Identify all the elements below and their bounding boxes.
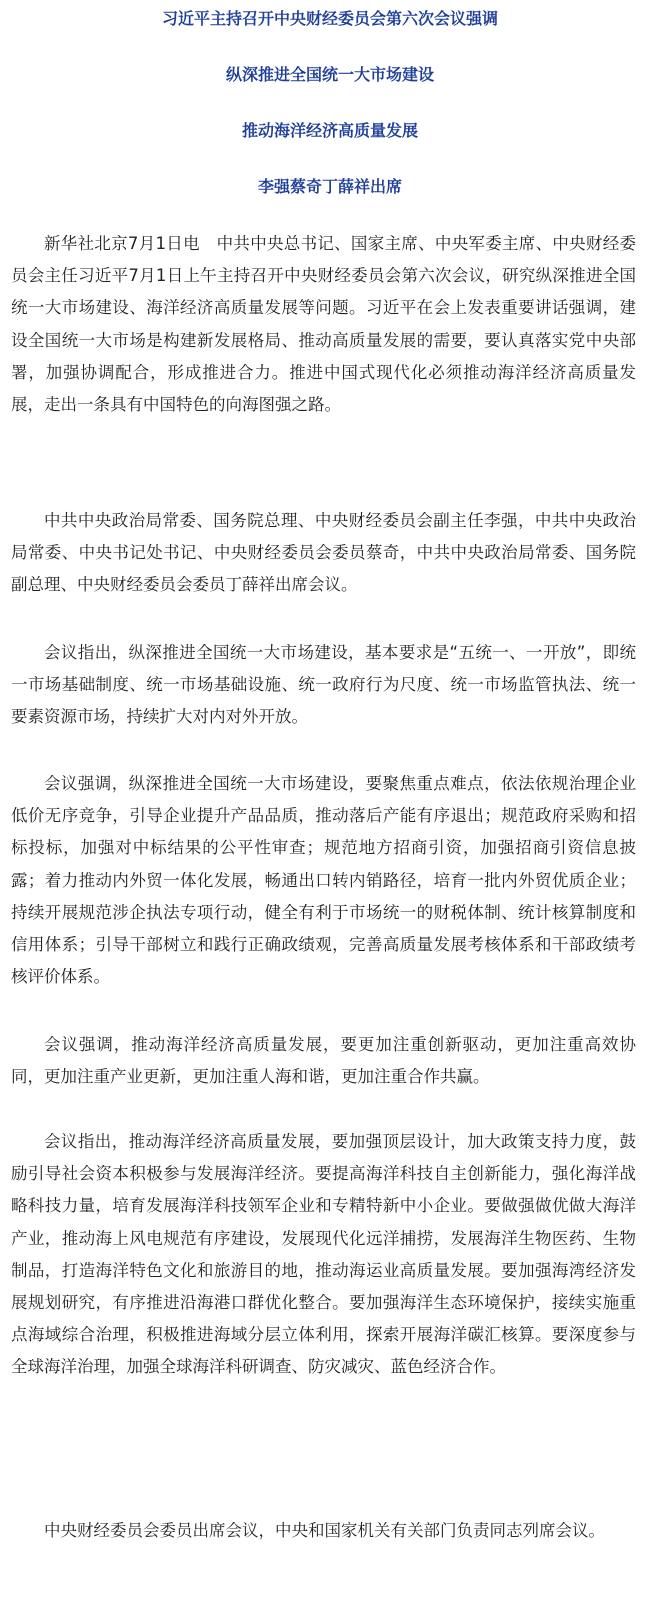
headline-attendees: 李强蔡奇丁薛祥出席	[257, 177, 402, 196]
article-paragraph-closing: 中央财经委员会委员出席会议，中央和国家机关有关部门负责同志列席会议。	[44, 1521, 605, 1540]
headline-sub-2: 推动海洋经济高质量发展	[241, 121, 418, 140]
article-paragraph-marine-measures: 会议指出，推动海洋经济高质量发展，要加强顶层设计，加大政策支持力度，鼓励引导社会资本积极参与发展海洋经济。要提高海洋科技自主创新能力，强化海洋战略科技力量，培育发展海洋科技领军企业和专精特新中小企业。要做强做优做大海洋产业，推动海上风电规范有序建设，发展现代化远洋捕捞，发展海洋生物医药、生物制品，打造海洋特色文化和旅游目的地，推动海运业高质量发展。要加强海湾经济发展规划研究，有序推进沿海港口群优化整合。要加强海洋生态环境保护，接续实施重点海域综合治理，积极推进海域分层立体利用，探索开展海洋碳汇核算。要深度参与全球海洋治理，加强全球海洋科研调查、防灾减灾、蓝色经济合作。	[11, 1132, 636, 1377]
headline-main: 习近平主持召开中央财经委员会第六次会议强调	[161, 9, 498, 28]
article-paragraph-dateline: 新华社北京7月1日电 中共中央总书记、国家主席、中央军委主席、中央财经委员会主任习近平7月1日上午主持召开中央财经委员会第六次会议，研究纵深推进全国统一大市场建设、海洋经济高质量发展等问题。习近平在会上发表重要讲话强调，建设全国统一大市场是构建新发展格局、推动高质量发展的需要，要认真落实党中央部署，加强协调配合，形成推进合力。推进中国式现代化必须推动海洋经济高质量发展，走出一条具有中国特色的向海图强之路。	[11, 234, 636, 415]
article-paragraph-market-requirements: 会议指出，纵深推进全国统一大市场建设，基本要求是“五统一、一开放”，即统一市场基础制度、统一市场基础设施、统一政府行为尺度、统一市场监管执法、统一要素资源市场，持续扩大对内对外开放。	[11, 643, 636, 727]
article-paragraph-attendees: 中共中央政治局常委、国务院总理、中央财经委员会副主任李强，中共中央政治局常委、中央书记处书记、中央财经委员会委员蔡奇，中共中央政治局常委、国务院副总理、中央财经委员会委员丁薛祥出席会议。	[11, 511, 636, 595]
article-paragraph-market-measures: 会议强调，纵深推进全国统一大市场建设，要聚焦重点难点，依法依规治理企业低价无序竞争，引导企业提升产品品质，推动落后产能有序退出；规范政府采购和招标投标，加强对中标结果的公平性审查；规范地方招商引资，加强招商引资信息披露；着力推动内外贸一体化发展，畅通出口转内销路径，培育一批内外贸优质企业；持续开展规范涉企执法专项行动，健全有利于市场统一的财税体制、统计核算制度和信用体系；引导干部树立和践行正确政绩观，完善高质量发展考核体系和干部政绩考核评价体系。	[11, 774, 636, 987]
article-paragraph-marine-principles: 会议强调，推动海洋经济高质量发展，要更加注重创新驱动，更加注重高效协同，更加注重产业更新，更加注重人海和谐，更加注重合作共赢。	[11, 1035, 636, 1087]
headline-sub-1: 纵深推进全国统一大市场建设	[225, 65, 434, 84]
